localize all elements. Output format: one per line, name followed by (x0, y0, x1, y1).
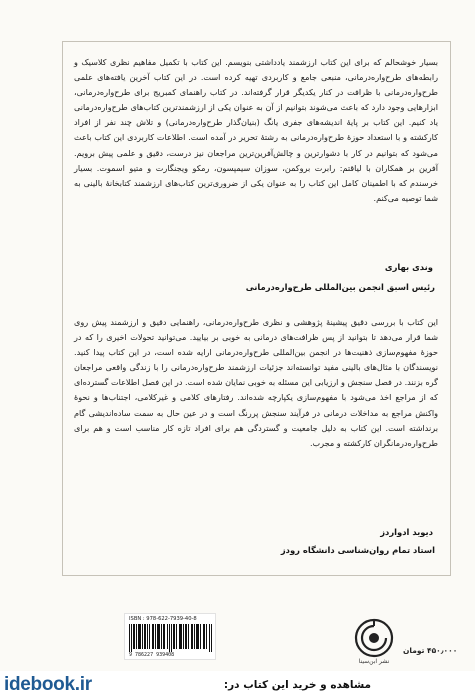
barcode-icon (129, 624, 213, 652)
site-name: idebook.ir (4, 674, 92, 695)
endorser-2-name: دیوید ادواردز (380, 527, 433, 537)
endorsement-blurb-1: بسیار خوشحالم که برای این کتاب ارزشمند یادداشتی بنویسم. این کتاب با تکمیل مفاهیم نظری کلاسیک و رابطه‌های طرح‌واره‌درمانی، منبعی جامع و کاربردی تهیه کرده است. در این کتاب آخرین یافته‌های علمی طرح‌واره‌درمانی با ظرافت در کنار یکدیگر قرار گرفته‌اند. در کتاب راهنمای کمبریج برای طرح‌واره‌درمانی، ابزارهایی وجود دارد که باعث می‌شوند بتوانیم از آن به عنوان یکی از ارزشمندترین کتاب‌های طرح‌واره‌درمانی یاد کنیم. این کتاب بر پایهٔ اندیشه‌های جفری یانگ (بنیان‌گذار طرح‌واره‌درمانی) و تلاش چند نفر از افراد کارکشته و با استعداد حوزهٔ طرح‌واره‌درمانی به رشتهٔ تحریر در آمده است. اطلاعات کاربردی این کتاب باعث می‌شود که بتوانیم در کار با دشوارترین و چالش‌آفرین‌ترین مراجعان نیز درست، دقیق و علمی پیش برویم. آفرین بر همکاران با لیاقتم: رابرت بروکمن، سوزان سیمپسون، رمکو ویجنگارت و متیو اسموت. بسیار خرسندم که با اطمینان کامل این کتاب را به عنوان یکی از ضروری‌ترین کتاب‌های ارزشمند کتابخانهٔ بالینی به شما توصیه می‌کنم. (74, 57, 438, 203)
endorser-1-name: وندی بهاری (384, 262, 433, 272)
book-price: ۴۵۰٫۰۰۰ تومان (403, 646, 458, 655)
site-logo[interactable] (4, 674, 92, 696)
publisher-name: نشر ابن‌سینا (358, 658, 390, 665)
endorsement-blurb-2: این کتاب با بررسی دقیق پیشینهٔ پژوهشی و نظری طرح‌واره‌درمانی، راهنمایی دقیق و ارزشمند پیش روی شما قرار می‌دهد تا بتوانید از پس ظرافت‌های درمانی به خوبی بر بیایید. می‌توانید تحولات اخیری را که در حوزهٔ مفهوم‌سازی ذهنیت‌ها در انجمن بین‌المللی طرح‌واره‌درمانی ارایه شده است، در این کتاب پیدا کنید. نویسندگان با مثال‌های بالینی مفید توانسته‌اند جزئیات ارزشمند طرح‌واره‌درمانی را با زندگی واقعی مراجعان گره بزنند. در فصل سنجش و ارزیابی این مسئله به خوبی نمایان شده است. در این فصل اطلاعات گسترده‌ای که از مراجع اخذ می‌شود با مفهوم‌سازی یکپارچه شده‌اند. رفتارهای کلامی و غیرکلامی، اجتناب‌ها و نحوهٔ واکنش مراجع به مداخلات درمانی در فرآیند سنجش پررنگ است و در عین حال به سمت ساده‌اندیشی گام برنداشته است. این کتاب به دلیل جامعیت و گستردگی هم برای افراد تازه کار مناسب است و هم برای طرح‌واره‌درمانگران کارکشته و مجرب. (74, 317, 438, 448)
endorser-1-title: رئیس اسبق انجمن بین‌المللی طرح‌واره‌درمانی (245, 282, 435, 292)
isbn-barcode-box (124, 613, 216, 660)
endorser-2-title: استاد تمام روان‌شناسی دانشگاه رودز (280, 545, 435, 555)
publisher-logo-icon (354, 618, 394, 658)
footer-cta-text: مشاهده و خرید این کتاب در: (223, 679, 371, 691)
isbn-label: ISBN : 978-622-7939-40-8 (129, 616, 197, 622)
barcode-digits: 9 786227 939408 (129, 652, 175, 658)
